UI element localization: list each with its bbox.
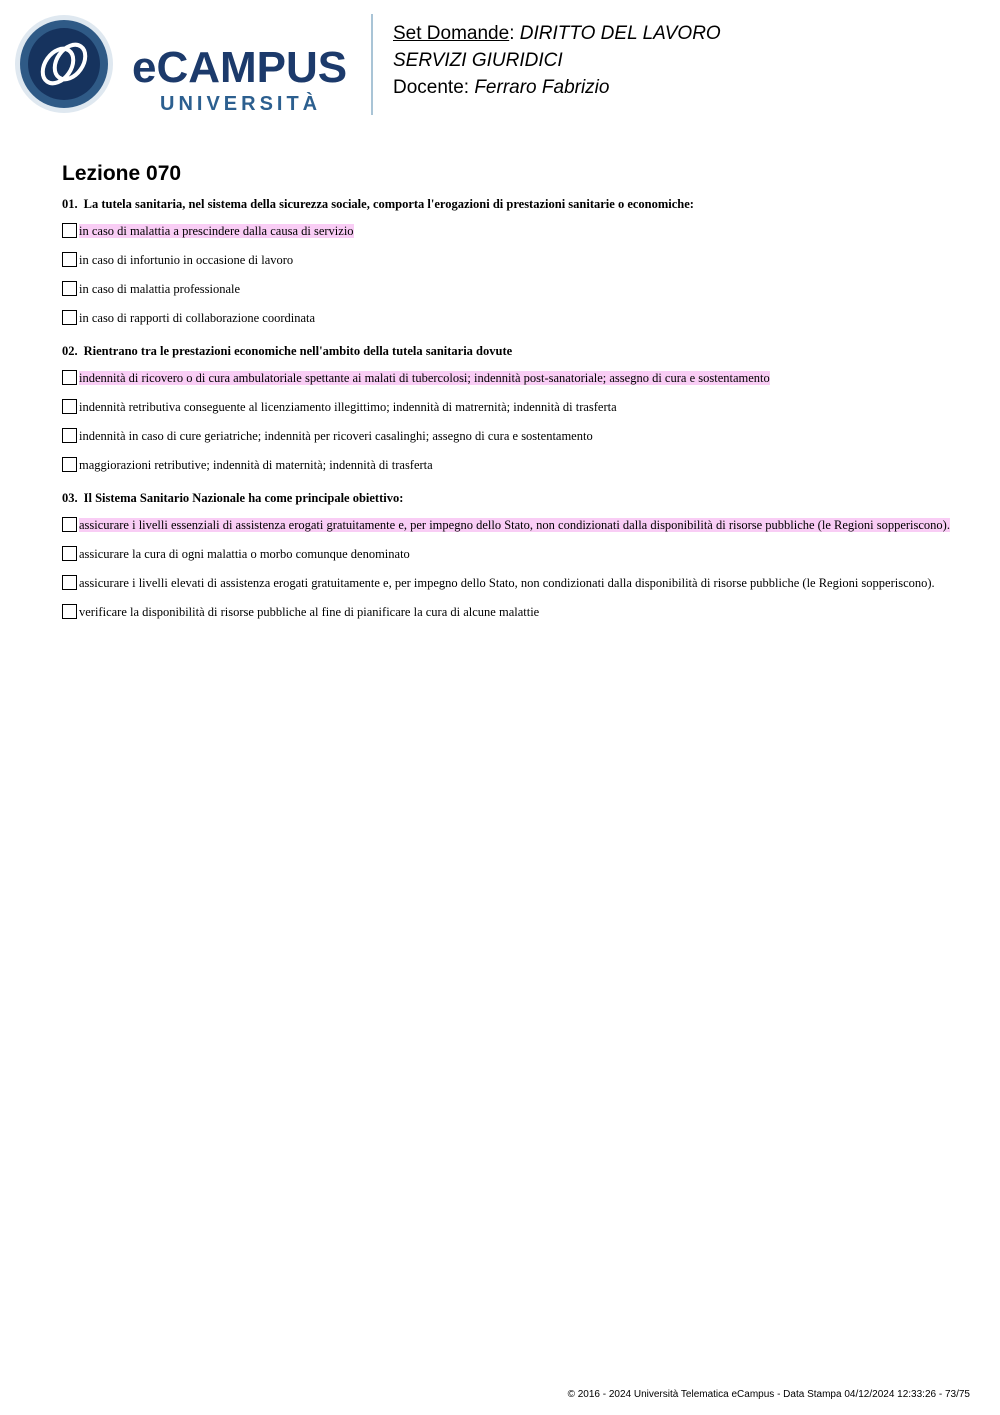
answer-text: indennità retributiva conseguente al licenziamento illegittimo; indennità di matrernità; indennità di trasferta: [79, 400, 617, 414]
answer-option-highlighted: [62, 370, 952, 386]
answer-option: [62, 428, 952, 444]
set-separator: :: [509, 23, 515, 44]
answer-text: assicurare i livelli elevati di assistenza erogati gratuitamente e, per impegno dello Stato, non condizionati dalla disponibilità di risorse pubbliche (le Regioni sopperiscono).: [79, 576, 935, 590]
checkbox[interactable]: [62, 310, 77, 325]
ecampus-logo: [14, 14, 359, 118]
question-number: 01.: [62, 197, 78, 211]
checkbox[interactable]: [62, 517, 77, 532]
answer-text: maggiorazioni retributive; indennità di maternità; indennità di trasferta: [79, 458, 433, 472]
checkbox[interactable]: [62, 281, 77, 296]
answer-text: assicurare i livelli essenziali di assistenza erogati gratuitamente e, per impegno dello Stato, non condizionati dalla disponibilità di risorse pubbliche (le Regioni sopperiscono).: [79, 518, 950, 532]
checkbox[interactable]: [62, 428, 77, 443]
answer-option: [62, 310, 952, 326]
checkbox[interactable]: [62, 223, 77, 238]
question-number: 03.: [62, 491, 78, 505]
checkbox[interactable]: [62, 575, 77, 590]
answer-text: in caso di rapporti di collaborazione coordinata: [79, 311, 316, 325]
set-title-line1: DIRITTO DEL LAVORO: [519, 23, 721, 44]
header-divider: [371, 14, 373, 115]
question-text: [62, 196, 952, 212]
question: [62, 343, 952, 473]
set-info: [393, 20, 721, 101]
question-text: [62, 490, 952, 506]
checkbox[interactable]: [62, 252, 77, 267]
answer-text: assicurare la cura di ogni malattia o morbo comunque denominato: [79, 547, 410, 561]
answer-option: [62, 604, 952, 620]
page-header: [0, 0, 1000, 130]
answer-text: indennità di ricovero o di cura ambulatoriale spettante ai malati di tubercolosi; indennità post-sanatoriale; assegno di cura e sostentamento: [79, 371, 770, 385]
checkbox[interactable]: [62, 370, 77, 385]
question-number: 02.: [62, 344, 78, 358]
answer-text: in caso di malattia a prescindere dalla causa di servizio: [79, 224, 354, 238]
answer-option: [62, 457, 952, 473]
question-text: [62, 343, 952, 359]
set-title-line2: SERVIZI GIURIDICI: [393, 50, 563, 71]
answer-option: [62, 399, 952, 415]
answer-option: [62, 281, 952, 297]
answer-text: verificare la disponibilità di risorse pubbliche al fine di pianificare la cura di alcune malattie: [79, 605, 540, 619]
svg-text:eCAMPUS: eCAMPUS: [132, 43, 348, 92]
question-label: Il Sistema Sanitario Nazionale ha come principale obiettivo:: [83, 491, 404, 505]
answer-text: indennità in caso di cure geriatriche; indennità per ricoveri casalinghi; assegno di cura e sostentamento: [79, 429, 593, 443]
checkbox[interactable]: [62, 457, 77, 472]
question: [62, 196, 952, 326]
teacher-label: Docente:: [393, 77, 470, 98]
question-label: Rientrano tra le prestazioni economiche nell'ambito della tutela sanitaria dovute: [83, 344, 513, 358]
answer-option: [62, 546, 952, 562]
checkbox[interactable]: [62, 546, 77, 561]
svg-text:UNIVERSITÀ: UNIVERSITÀ: [160, 93, 322, 115]
question: [62, 490, 952, 620]
checkbox[interactable]: [62, 399, 77, 414]
answer-option-highlighted: [62, 517, 952, 533]
page-footer: © 2016 - 2024 Università Telematica eCampus - Data Stampa 04/12/2024 12:33:26 - 73/75: [567, 1389, 970, 1400]
answer-option-highlighted: [62, 223, 952, 239]
answer-text: in caso di malattia professionale: [79, 282, 241, 296]
answer-text: in caso di infortunio in occasione di lavoro: [79, 253, 294, 267]
lesson-title: Lezione 070: [62, 162, 182, 185]
checkbox[interactable]: [62, 604, 77, 619]
set-label: Set Domande: [393, 23, 510, 44]
questions-list: [62, 196, 952, 637]
answer-option: [62, 252, 952, 268]
question-label: La tutela sanitaria, nel sistema della sicurezza sociale, comporta l'erogazioni di prestazioni sanitarie o economiche:: [83, 197, 694, 211]
teacher-name: Ferraro Fabrizio: [474, 77, 610, 98]
answer-option: [62, 575, 952, 591]
